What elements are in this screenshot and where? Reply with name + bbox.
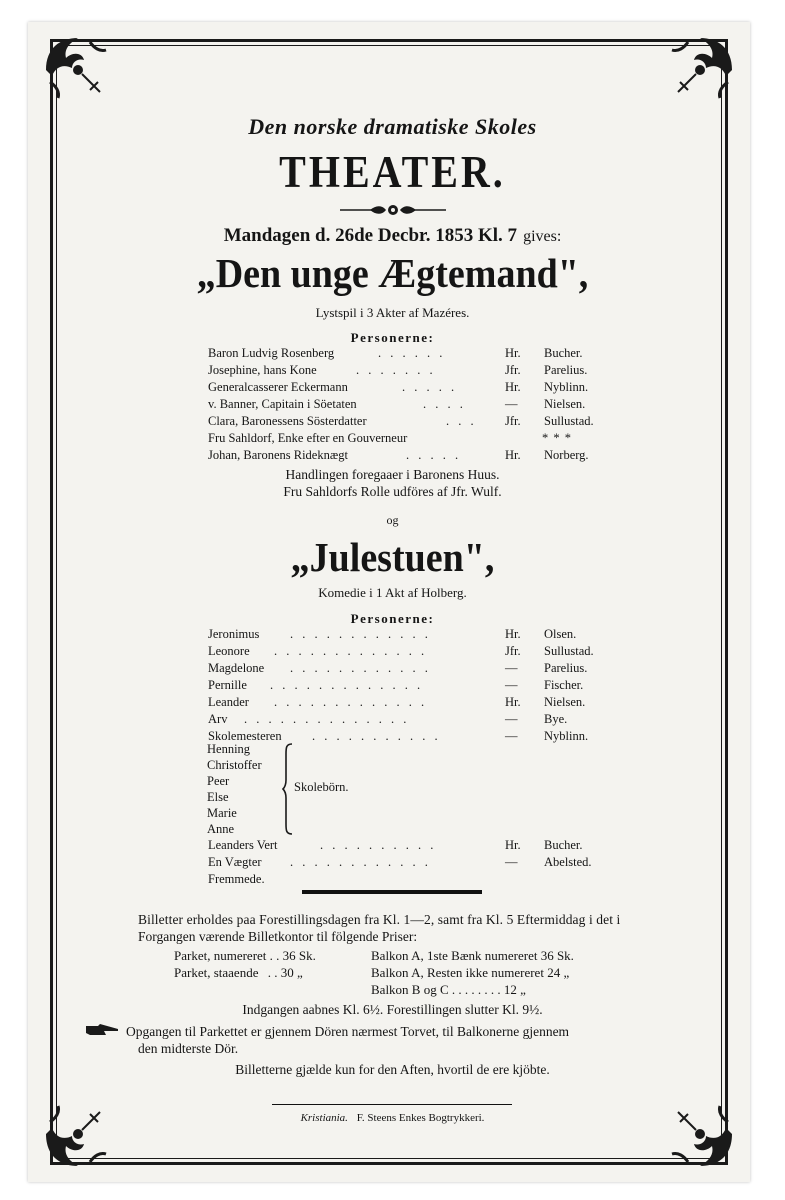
tickets-line2: Forgangen værende Billetkontor til fölgende Priser:: [138, 929, 418, 944]
play2-subtitle: Komedie i 1 Akt af Holberg.: [318, 585, 467, 600]
cast-row: Jeronimus . . . . . . . . . . . . Hr. Olsen.: [208, 627, 577, 641]
cast-row: Generalcasserer Eckermann . . . . . Hr. Nyblinn.: [208, 380, 589, 394]
price-row: Balkon B og C . . . . . . . . 12 „: [371, 982, 526, 997]
play1-personae-heading: Personerne:: [350, 330, 435, 345]
price-row: Balkon A, Resten ikke numereret 24 „: [371, 965, 570, 980]
play1-subtitle: Lystspil i 3 Akter af Mazéres.: [315, 305, 470, 320]
price-row: Parket, numereret . . 36 Sk.: [174, 948, 316, 963]
cast-row: Leander . . . . . . . . . . . . . Hr. Nielsen.: [208, 695, 586, 709]
play2-personae-heading: Personerne:: [350, 611, 435, 626]
entrance-line2: den midterste Dör.: [138, 1041, 239, 1056]
cast-row: Leanders Vert . . . . . . . . . . Hr. Bucher.: [208, 838, 583, 852]
performance-date: Mandagen d. 26de Decbr. 1853 Kl. 7: [223, 225, 518, 246]
thin-divider: [272, 1104, 512, 1105]
flourish-ornament-icon: [340, 203, 446, 217]
cast-row: Clara, Baronessens Sösterdatter . . . Jfr. Sullustad.: [208, 414, 594, 428]
play2-title: „Julestuen",: [290, 535, 495, 581]
schoolchild-name: Christoffer: [207, 758, 262, 772]
corner-ornament-icon: [38, 30, 110, 102]
corner-ornament-icon: [668, 30, 740, 102]
cast-row: Skolemesteren . . . . . . . . . . . — Nyblinn.: [208, 729, 589, 743]
og-separator: og: [386, 513, 399, 527]
printer-place: Kristiania.: [300, 1112, 348, 1124]
cast-row: Johan, Baronens Rideknægt . . . . . Hr. Norberg.: [208, 448, 589, 462]
doors-times: Indgangen aabnes Kl. 6½. Forestillingen slutter Kl. 9½.: [242, 1002, 543, 1017]
cast-row: Arv . . . . . . . . . . . . . . — Bye.: [208, 712, 568, 726]
brace-icon: [282, 742, 294, 836]
schoolchildren-label: Skolebörn.: [294, 780, 349, 794]
ticket-validity: Billetterne gjælde kun for den Aften, hvortil de ere kjöbte.: [235, 1062, 550, 1077]
schoolchild-name: Marie: [207, 806, 237, 820]
cast-row: Fru Sahldorf, Enke efter en Gouverneur * * *: [208, 431, 572, 445]
cast-row: Leonore . . . . . . . . . . . . . Jfr. Sullustad.: [208, 644, 594, 658]
schoolchild-name: Peer: [207, 774, 230, 788]
price-row: Balkon A, 1ste Bænk numereret 36 Sk.: [371, 948, 574, 963]
thick-divider: [302, 890, 482, 894]
printer-name: F. Steens Enkes Bogtrykkeri.: [356, 1112, 485, 1124]
tickets-line1: Billetter erholdes paa Forestillingsdagen fra Kl. 1—2, samt fra Kl. 5 Eftermiddag i det i: [138, 912, 621, 927]
cast-row: v. Banner, Capitain i Söetaten . . . . — Nielsen.: [208, 397, 586, 411]
entrance-line1: Opgangen til Parkettet er gjennem Dören nærmest Torvet, til Balkonerne gjennem: [126, 1024, 570, 1039]
cast-row: En Vægter . . . . . . . . . . . . — Abelsted.: [208, 855, 592, 869]
schoolchild-name: Anne: [207, 822, 235, 836]
play1-title: „Den unge Ægtemand",: [196, 251, 589, 297]
printer-imprint: [0, 1112, 785, 1124]
cast-row: Pernille . . . . . . . . . . . . . — Fischer.: [208, 678, 584, 692]
gives-label: gives:: [523, 228, 562, 245]
school-name: Den norske dramatiske Skoles: [248, 114, 537, 139]
date-line: [0, 224, 785, 247]
cast-row: Magdelone . . . . . . . . . . . . — Parelius.: [208, 661, 588, 675]
theater-title: THEATER.: [279, 145, 506, 198]
pointing-hand-icon: [84, 1023, 120, 1037]
cast-row: Josephine, hans Kone . . . . . . . Jfr. Parelius.: [208, 363, 588, 377]
cast-row: Baron Ludvig Rosenberg . . . . . . Hr. Bucher.: [208, 346, 583, 360]
play1-note-setting: Handlingen foregaaer i Baronens Huus.: [285, 467, 500, 482]
cast-row: Fremmede.: [208, 872, 265, 886]
play1-note-role: Fru Sahldorfs Rolle udföres af Jfr. Wulf.: [283, 484, 502, 499]
schoolchild-name: Else: [207, 790, 229, 804]
schoolchild-name: Henning: [207, 742, 251, 756]
price-row: Parket, staaende . . 30 „: [174, 965, 303, 980]
